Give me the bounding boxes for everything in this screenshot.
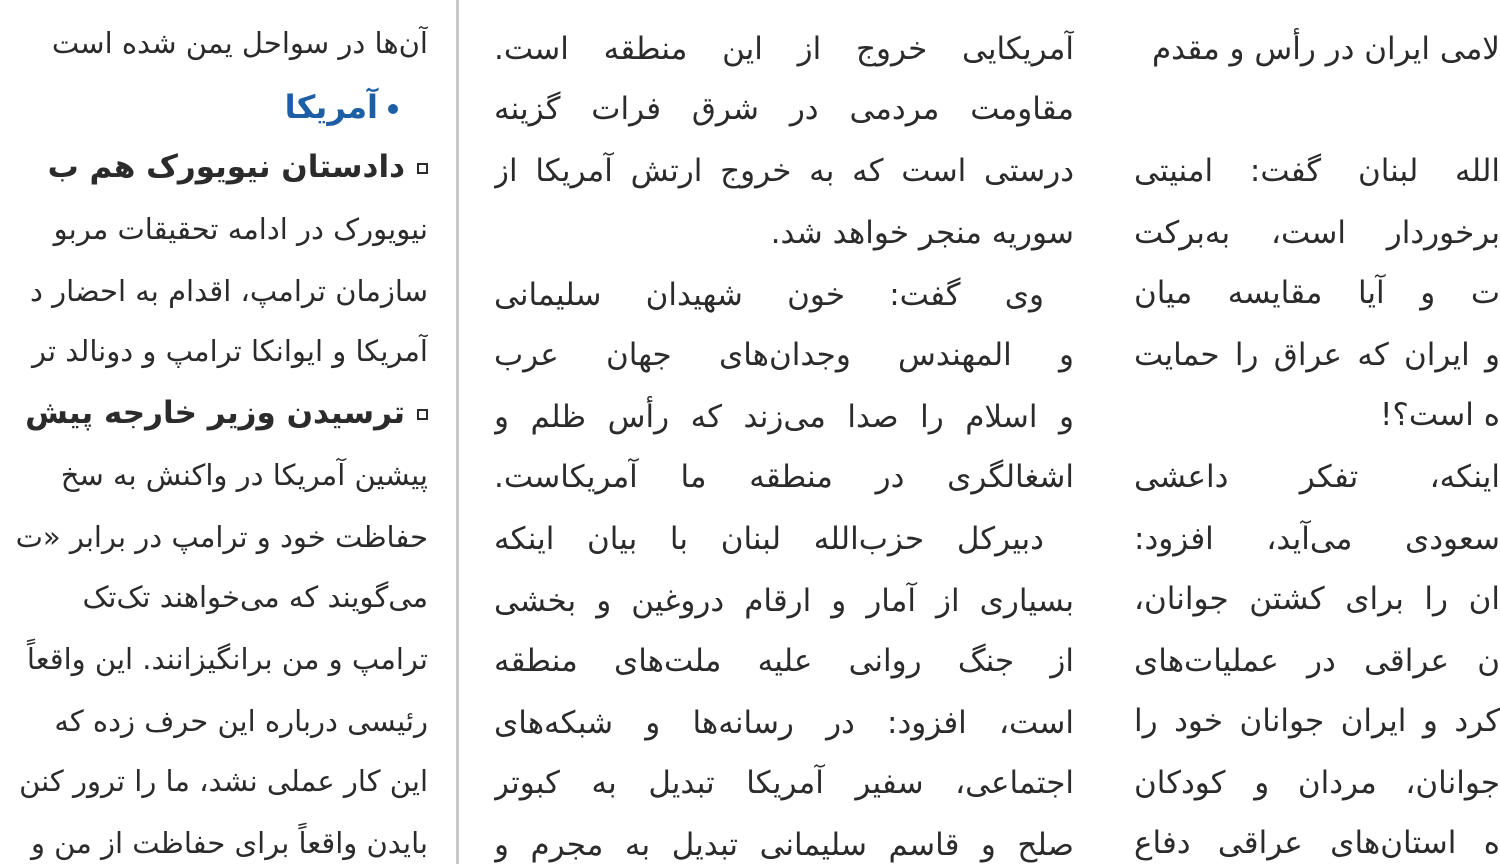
headline-1-text: دادستان نیویورک هم ب [47,149,405,185]
section-label [285,76,398,138]
right-line-3: الله لبنان گفت: امنیتی [1134,153,1500,189]
bullet-icon [388,104,398,114]
mid-line-5: وی گفت: خون شهیدان سلیمانی [494,277,1044,313]
middle-column [494,0,1074,864]
mid-line-12: است، افزود: در رسانه‌ها و شبکه‌های [494,705,1074,741]
mid-line-1: آمریکایی خروج از این منطقه است. [494,31,1074,67]
right-line-12: کرد و ایران جوانان خود را [1134,703,1500,739]
right-line-10: ان را برای کشتن جوانان، [1134,581,1500,617]
left-column [0,0,428,864]
right-line-14: ه استان‌های عراقی دفاع [1134,825,1500,861]
right-line-5: ت و آیا مقایسه میان [1134,275,1500,311]
mid-line-6: و المهندس وجدان‌های جهان عرب [494,337,1074,373]
mid-line-7: و اسلام را صدا می‌زند که رأس ظلم و [494,399,1074,435]
left-line-14: بایدن واقعاً برای حفاظت از من و [30,826,428,860]
left-line-5: سازمان ترامپ، اقدام به احضار د [29,274,428,308]
right-line-13: جوانان، مردان و کودکان [1134,765,1500,801]
left-line-13: این کار عملی نشد، ما را ترور کنن [19,764,428,798]
left-line-8: پیشین آمریکا در واکنش به سخ [60,458,428,492]
headline-2 [25,382,428,444]
left-line-1: آن‌ها در سواحل یمن شده است [51,26,428,60]
right-line-6: و ایران که عراق را حمایت [1134,337,1500,373]
right-column [1134,0,1500,864]
section-label-text: آمریکا [284,88,378,126]
right-line-9: سعودی می‌آید، افزود: [1134,521,1500,557]
right-line-1: لامی ایران در رأس و مقدم [1151,31,1500,67]
mid-line-11: از جنگ روانی علیه ملت‌های منطقه [494,643,1074,679]
mid-line-2: مقاومت مردمی در شرق فرات گزینه [494,91,1074,127]
mid-line-14: صلح و قاسم سلیمانی تبدیل به مجرم و [494,827,1074,863]
left-line-12: رئیسی درباره این حرف زده که [54,704,428,738]
headline-2-text: ترسیدن وزیر خارجه پیش [25,395,405,431]
right-line-8: اینکه، تفکر داعشی [1134,459,1500,495]
mid-line-9: دبیرکل حزب‌الله لبنان با بیان اینکه [494,521,1044,557]
left-line-4: نیویورک در ادامه تحقیقات مربو [53,212,428,246]
mid-line-13: اجتماعی، سفیر آمریکا تبدیل به کبوتر [494,765,1074,801]
left-line-10: می‌گویند که می‌خواهند تک‌تک [82,580,428,614]
square-bullet-icon [417,163,428,174]
right-line-4: برخوردار است، به‌برکت [1134,215,1500,251]
left-line-9: حفاظت خود و ترامپ در برابر «ت [15,520,428,554]
mid-line-10: بسیاری از آمار و ارقام دروغین و بخشی [494,583,1074,619]
square-bullet-icon [417,409,428,420]
left-line-11: ترامپ و من برانگیزانند. این واقعاً [26,642,428,676]
column-divider [456,0,459,864]
mid-line-8: اشغالگری در منطقه ما آمریکاست. [494,459,1074,495]
mid-line-3: درستی است که به خروج ارتش آمریکا از [494,153,1074,189]
left-line-6: آمریکا و ایوانکا ترامپ و دونالد تر [31,334,428,368]
headline-1 [48,136,428,198]
right-line-7: ه است؟! [1379,397,1500,433]
mid-line-4: سوریه منجر خواهد شد. [770,215,1074,251]
right-line-11: ن عراقی در عملیات‌های [1134,643,1500,679]
